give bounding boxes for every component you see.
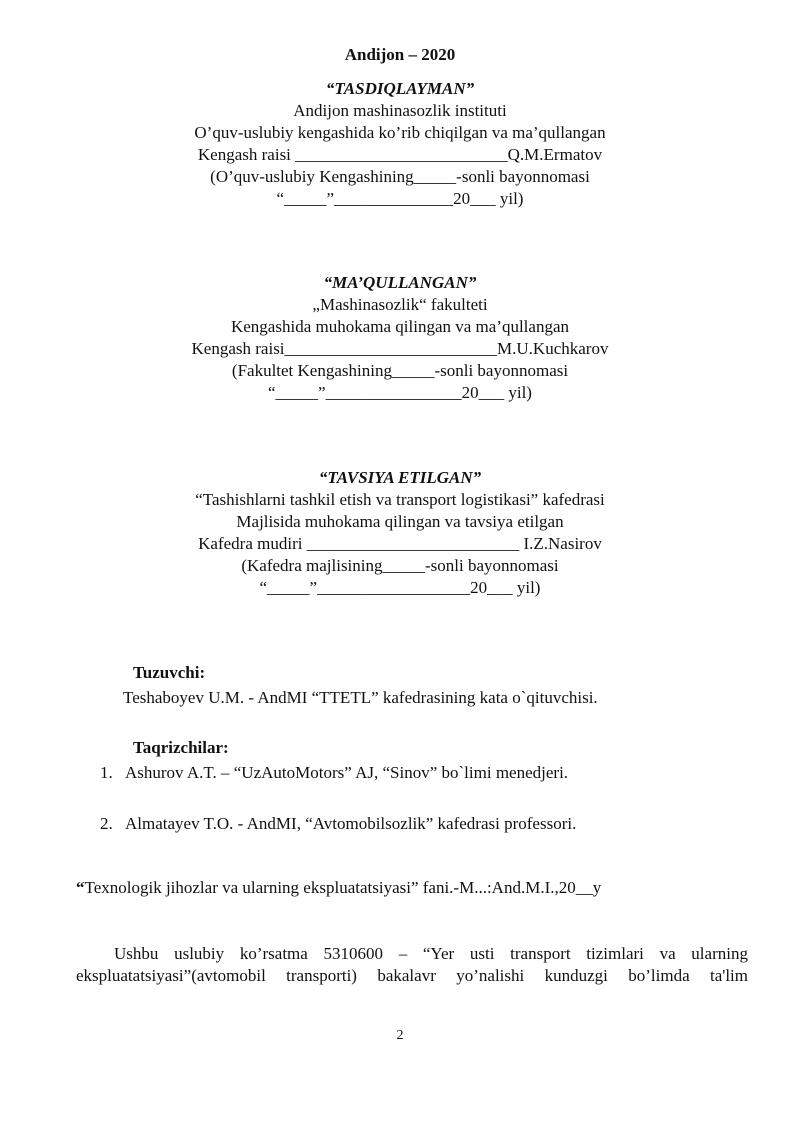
page-number: 2 [396,1028,404,1043]
agreed-line: „Mashinasozlik“ fakulteti [312,295,488,314]
word: kunduzgi [544,966,608,985]
word: 5310600 [323,944,384,963]
recommended-line: “_____”__________________20___ yil) [259,578,541,597]
agreed-line: Kengash raisi_________________________M.U.Kuchkarov [191,339,609,358]
recommended-line: Majlisida muhokama qilingan va tavsiya etilgan [236,512,564,531]
reviewer-text: Ashurov A.T. – “UzAutoMotors” AJ, “Sinov” bo`limi menedjeri. [125,763,569,782]
word: Ushbu [114,944,159,963]
body-line-1 [76,943,748,965]
word: “Yer [422,944,455,963]
word: usti [469,944,495,963]
word: ko’rsatma [239,944,308,963]
compiler-text: Teshaboyev U.M. - AndMI “TTETL” kafedrasining kata o`qituvchisi. [123,688,598,707]
word: uslubiy [174,944,225,963]
word: transport [510,944,571,963]
citation-quote-mark: “ [76,878,85,897]
recommended-line: Kafedra mudiri _________________________ I.Z.Nasirov [198,534,602,553]
reviewer-number: 1. [100,763,113,782]
word: ularning [691,944,748,963]
word: ekspluatatsiyasi”(avtomobil [76,966,266,985]
recommended-line: “Tashishlarni tashkil etish va transport logistikasi” kafedrasi [195,490,605,509]
word: bo’limda [628,966,690,985]
reviewer-text: Almatayev T.O. - AndMI, “Avtomobilsozlik” kafedrasi professori. [125,814,577,833]
word: va [659,944,676,963]
reviewers-heading: Taqrizchilar: [133,738,229,757]
recommended-line: (Kafedra majlisining_____-sonli bayonnomasi [241,556,559,575]
recommended-title: “TAVSIYA ETILGAN” [318,468,482,487]
approved-line: Andijon mashinasozlik instituti [293,101,507,120]
reviewer-number: 2. [100,814,113,833]
word: ta'lim [709,966,748,985]
approved-line: (O’quv-uslubiy Kengashining_____-sonli bayonnomasi [210,167,590,186]
word: bakalavr [377,966,436,985]
body-paragraph [76,943,748,987]
word: transporti) [286,966,357,985]
word: tizimlari [586,944,644,963]
citation-text: Texnologik jihozlar va ularning ekspluatatsiyasi” fani.-M...:And.M.I.,20__y [84,878,602,897]
city-year: Andijon – 2020 [344,45,456,64]
agreed-line: Kengashida muhokama qilingan va ma’qullangan [230,317,570,336]
agreed-line: “_____”________________20___ yil) [268,383,532,402]
approved-title: “TASDIQLAYMAN” [325,79,475,98]
body-line-2 [76,965,748,987]
citation [76,877,601,899]
agreed-title: “MA’QULLANGAN” [323,273,477,292]
approved-line: O’quv-uslubiy kengashida ko’rib chiqilgan va ma’qullangan [194,123,606,142]
compiler-heading: Tuzuvchi: [133,663,206,682]
agreed-line: (Fakultet Kengashining_____-sonli bayonnomasi [231,361,569,380]
word: – [398,944,408,963]
approved-line: “_____”______________20___ yil) [276,189,524,208]
approved-line: Kengash raisi _________________________Q.M.Ermatov [197,145,603,164]
word: yo’nalishi [456,966,525,985]
